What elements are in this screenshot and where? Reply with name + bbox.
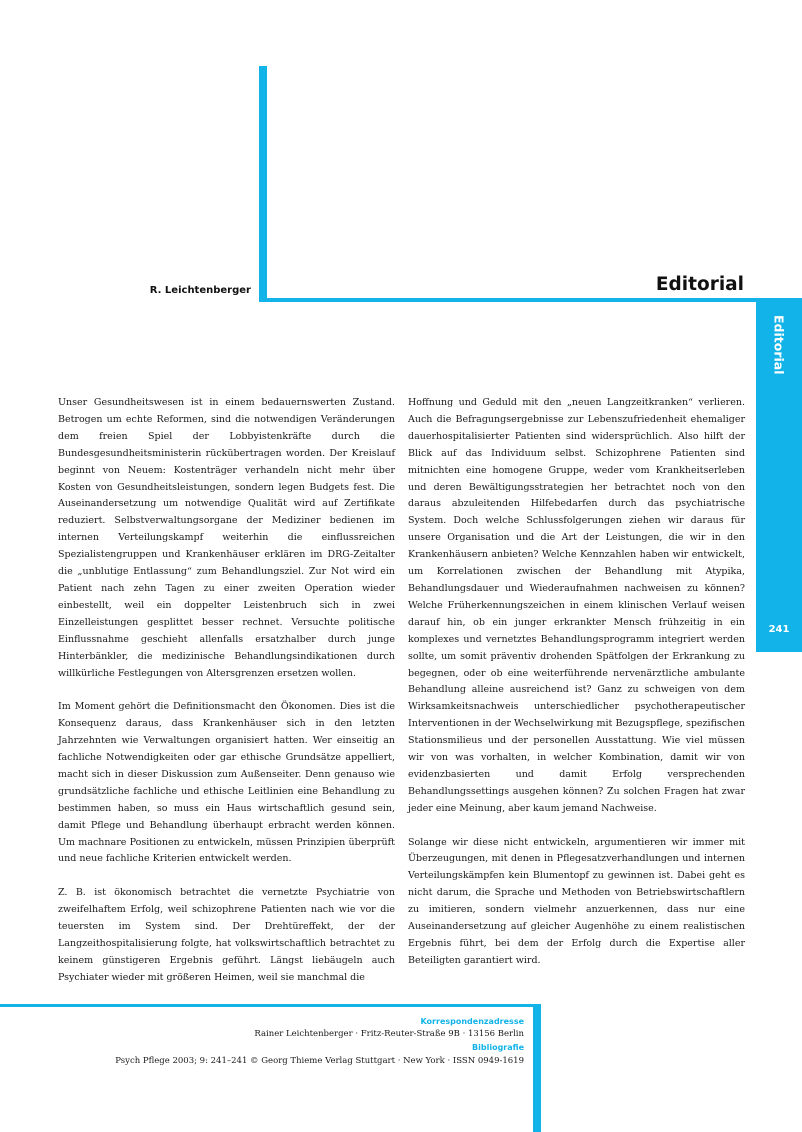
page-number: 241: [768, 624, 790, 635]
correspondence-address: Rainer Leichtenberger · Fritz-Reuter-Straße 9B · 13156 Berlin: [254, 1029, 524, 1040]
header-rule: [259, 298, 802, 302]
body-paragraph-part: Z. B. ist ökonomisch betrachtet die vernetzte Psychiatrie von zweifelhaftem Erfolg, weil schizophrene Patienten nach wie vor die teuersten im System sind. Der Drehtüreffekt, der der Langzeithospitalisierung folgte, hat volkswirtschaftlich betrachtet zu keinem günstigeren Ergebnis geführt. Längst liebäugeln auch Psychiater wieder mit größeren Heimen, weil sie manchmal die: [58, 887, 395, 983]
bibliography-label: Bibliografie: [472, 1043, 524, 1053]
body-paragraph-continuation: Hoffnung und Geduld mit den „neuen Langzeitkranken“ verlieren. Auch die Befragungsergebnisse zur Lebenszufriedenheit ehemaliger dauerhospitalisierter Patienten sind widersprüchlich. Also hilft der Blick auf das Individuum selbst. Schizophrene Patienten sind mitnichten eine homogene Gruppe, weder vom Krankheitserleben und deren Bewältigungsstrategien her betrachtet noch von den daraus abzuleitenden Hilfebedarfen durch das psychiatrische System. Doch welche Schlussfolgerungen ziehen wir daraus für unsere Organisation und die Art der Leistungen, die wir in den Krankenhäusern anbieten? Welche Kennzahlen haben wir entwickelt, um Korrelationen zwischen der Behandlung mit Atypika, Behandlungsdauer und Wiederaufnahmen nachweisen zu können? Welche Früherkennungszeichen in einem klinischen Verlauf weisen darauf hin, ob ein junger erkrankter Mensch frühzeitig in ein komplexes und vernetztes Behandlungsprogramm integriert werden sollte, um somit präventiv drohenden Spätfolgen der Erkrankung zu begegnen, oder ob eine weiterführende nervenärztliche ambulante Behandlung alleine ausreichend ist? Ganz zu schweigen von dem Wirksamkeitsnachweis unterschiedlicher psychotherapeutischer Interventionen in der Wechselwirkung mit Bezugspflege, spezifischen Stationsmilieus und der personellen Ausstattung. Wie viel müssen wir von was vorhalten, in welcher Kombination, damit wir von evidenzbasierten und damit Erfolg versprechenden Behandlungssettings ausgehen können? Zu solchen Fragen hat zwar jeder eine Meinung, aber kaum jemand Nachweise.: [408, 397, 745, 814]
section-title: Editorial: [655, 274, 744, 295]
header-accent-bar: [259, 66, 267, 302]
body-column-right: [408, 395, 745, 987]
footer-info: [115, 1015, 524, 1068]
footer-accent-bar: [533, 1004, 541, 1132]
footer-rule: [0, 1004, 541, 1007]
body-paragraph: [408, 395, 745, 818]
body-paragraph: Unser Gesundheitswesen ist in einem bedauernswerten Zustand. Betrogen um echte Reformen, sind die notwendigen Veränderungen dem freien Spiel der Lobbyistenkräfte durch die Bundesgesundheitsministerin rückübertragen worden. Der Kreislauf beginnt von Neuem: Kostenträger verhandeln nicht mehr über Kosten von Gesundheitsleistungen, sondern legen Budgets fest. Die Auseinandersetzung um notwendige Qualität wird auf Zertifikate reduziert. Selbstverwaltungsorgane der Mediziner bedienen im internen Verteilungskampf weiterhin die einflussreichen Spezialistengruppen und Krankenhäuser erklären im DRG-Zeitalter die „unblutige Entlassung“ zum Behandlungsziel. Zur Not wird ein Patient nach zehn Tagen zu einer zweiten Operation wieder einbestellt, weil ein doppelter Leistenbruch sich in zwei Einzelleistungen gesplittet besser rechnet. Versuchte politische Einflussnahme geschieht allenfalls ersatzhalber durch junge Hinterbänkler, die medizinische Behandlungsindikationen durch willkürliche Festlegungen von Altersgrenzen ersetzen wollen.: [58, 397, 395, 679]
correspondence-label: Korrespondenzadresse: [420, 1017, 524, 1026]
body-column-left: [58, 395, 395, 1004]
body-paragraph: Im Moment gehört die Definitionsmacht den Ökonomen. Dies ist die Konsequenz daraus, dass Krankenhäuser sich in den letzten Jahrzehnten wie Verwaltungen organisiert hatten. Wer einseitig an fachliche Notwendigkeiten oder gar ethische Grundsätze appelliert, macht sich in dieser Diskussion zum Außenseiter. Denn genauso wie grundsätzliche fachliche und ethische Leitlinien eine Behandlung zu bestimmen haben, so muss ein Haus wirtschaftlich gesund sein, damit Pflege und Behandlung überhaupt erbracht werden können. Um machnare Positionen zu entwickeln, müssen Prinzipien überprüft und neue fachliche Kriterien entwickelt werden.: [58, 701, 395, 865]
author-name: R. Leichtenberger: [149, 285, 251, 296]
bibliography-citation: Psych Pflege 2003; 9: 241–241 © Georg Thieme Verlag Stuttgart · New York · ISSN 0949-1619: [115, 1055, 524, 1066]
side-tab-label: Editorial: [771, 315, 787, 375]
body-paragraph: Solange wir diese nicht entwickeln, argumentieren wir immer mit Überzeugungen, mit denen in Pflegesatzverhandlungen und internen Verteilungskämpfen kein Blumentopf zu gewinnen ist. Dabei geht es nicht darum, die Sprache und Methoden von Betriebswirtschaftlern zu imitieren, sondern vielmehr anzuerkennen, dass nur eine Auseinandersetzung auf gleicher Augenhöhe zu einem realistischen Ergebnis führt, bei dem der Erfolg durch die Expertise aller Beteiligten garantiert wird.: [408, 836, 745, 966]
body-paragraph: [58, 885, 395, 986]
